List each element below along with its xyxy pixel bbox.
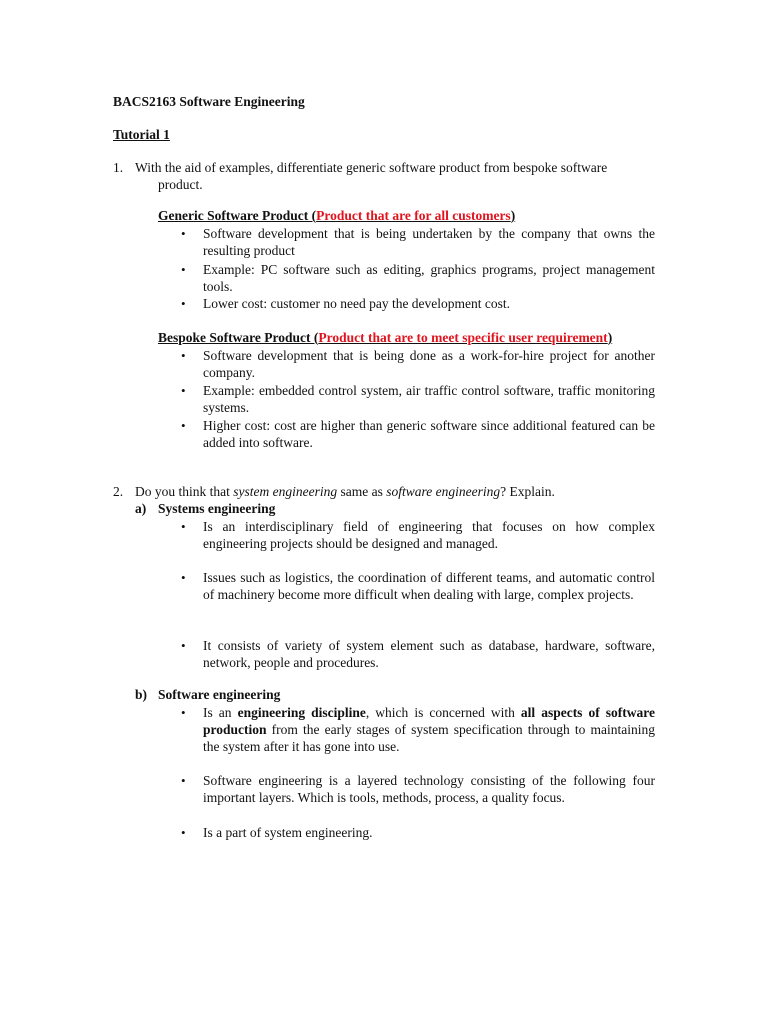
question-2-text-part: same as	[337, 484, 387, 499]
bespoke-heading	[158, 329, 612, 346]
part-a-label: a)	[135, 501, 147, 516]
software-bullet-3: Is a part of system engineering.	[203, 825, 373, 840]
bullet-icon: •	[181, 638, 186, 653]
bullet-icon: •	[181, 825, 186, 840]
bullet-icon: •	[181, 296, 186, 311]
part-b-title: Software engineering	[158, 687, 281, 702]
generic-bullet-3: Lower cost: customer no need pay the development cost.	[203, 296, 511, 311]
bespoke-bullet-1: Software development that is being done as a work-for-hire project for another company.	[203, 348, 655, 380]
bespoke-heading-suffix: )	[607, 330, 613, 345]
bullet-icon: •	[181, 262, 186, 277]
question-2-italic-term: system engineering	[233, 484, 338, 499]
question-2-italic-term: software engineering	[386, 484, 501, 499]
course-title: BACS2163 Software Engineering	[113, 94, 305, 109]
software-bullet-1-bold: all aspects of software production	[203, 705, 655, 737]
part-b-label: b)	[135, 687, 148, 702]
question-1-number: 1.	[113, 160, 124, 175]
question-1-line-1: With the aid of examples, differentiate generic software product from bespoke software	[135, 160, 608, 175]
software-bullet-1-bold: engineering discipline	[237, 705, 366, 720]
generic-heading	[158, 207, 515, 224]
bullet-icon: •	[181, 383, 186, 398]
question-2-text	[135, 483, 555, 500]
part-b-heading	[135, 686, 280, 703]
bullet-icon: •	[181, 348, 186, 363]
systems-bullet-1: Is an interdisciplinary field of engineering that focuses on how complex engineering projects should be designed and managed.	[203, 519, 655, 551]
bullet-icon: •	[181, 418, 186, 433]
software-bullet-1-text: Is an	[203, 705, 238, 720]
bullet-icon: •	[181, 773, 186, 788]
tutorial-label: Tutorial 1	[113, 127, 170, 142]
software-bullet-1-text: , which is concerned with	[365, 705, 521, 720]
bespoke-heading-red: Product that are to meet specific user requirement	[318, 330, 608, 345]
question-1-line-2: product.	[158, 177, 203, 192]
software-bullet-2: Software engineering is a layered technology consisting of the following four important layers. Which is tools, methods, process, a quality focus.	[203, 773, 655, 805]
question-2-text-part: Do you think that	[135, 484, 234, 499]
bullet-icon: •	[181, 519, 186, 534]
generic-bullet-2: Example: PC software such as editing, graphics programs, project management tools.	[203, 262, 655, 294]
software-bullet-1	[203, 704, 655, 755]
part-a-heading	[135, 500, 275, 517]
systems-bullet-3: It consists of variety of system element such as database, hardware, software, network, people and procedures.	[203, 638, 655, 670]
question-1-text	[135, 159, 655, 193]
bullet-icon: •	[181, 705, 186, 720]
systems-bullet-2: Issues such as logistics, the coordination of different teams, and automatic control of machinery become more difficult when dealing with large, complex projects.	[203, 570, 655, 602]
bespoke-bullet-2: Example: embedded control system, air traffic control software, traffic monitoring systems.	[203, 383, 655, 415]
generic-heading-prefix: Generic Software Product (	[158, 208, 317, 223]
question-2-number: 2.	[113, 484, 124, 499]
generic-bullet-1: Software development that is being undertaken by the company that owns the resulting product	[203, 226, 655, 258]
generic-heading-red: Product that are for all customers	[316, 208, 511, 223]
part-a-title: Systems engineering	[158, 501, 276, 516]
bullet-icon: •	[181, 226, 186, 241]
bespoke-bullet-3: Higher cost: cost are higher than generic software since additional featured can be added into software.	[203, 418, 655, 450]
question-2-text-part: ? Explain.	[500, 484, 555, 499]
software-bullet-1-text: from the early stages of system specification through to maintaining the system after it has gone into use.	[203, 722, 655, 754]
bullet-icon: •	[181, 570, 186, 585]
generic-heading-suffix: )	[510, 208, 516, 223]
bespoke-heading-prefix: Bespoke Software Product (	[158, 330, 319, 345]
